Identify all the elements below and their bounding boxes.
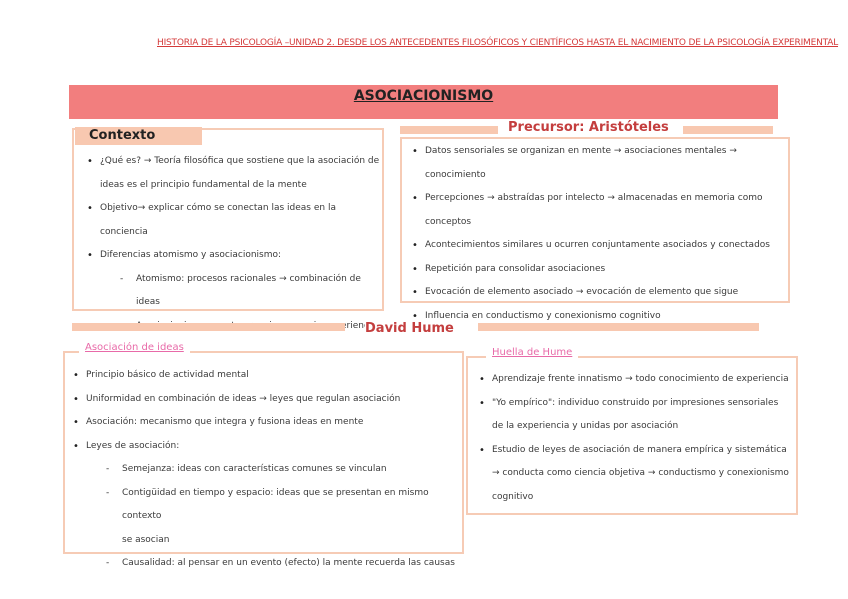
list-item: • Repetición para consolidar asociaciones <box>425 258 791 282</box>
title-bar <box>69 85 778 119</box>
list-item: • "Yo empírico": individuo construido por impresiones sensoriales <box>492 392 798 416</box>
asociacion-box <box>63 351 464 568</box>
list-item: • Asociación: mecanismo que integra y fusiona ideas en mente <box>86 411 464 435</box>
precursor-list <box>425 140 791 328</box>
huella-box <box>466 356 798 515</box>
sub-list-item: - experiencias <box>136 315 384 339</box>
list-item: • Datos sensoriales se organizan en mente → asociaciones mentales → conocimiento <box>425 140 791 187</box>
document-header: HISTORIA DE LA PSICOLOGÍA –UNIDAD 2. DESDE LOS ANTECEDENTES FILOSÓFICOS Y CIENTÍFICOS HASTA EL NACIMIENTO DE LA PSICOLOGÍA EXPERIMENTAL <box>157 38 839 48</box>
list-item: • Principio básico de actividad mental <box>86 364 464 388</box>
precursor-label: Precursor: Aristóteles <box>498 120 679 135</box>
contexto-box <box>72 128 384 331</box>
asociacion-label: Asociación de ideas <box>79 342 190 353</box>
sub-list-item: - Causalidad: al pensar en un evento (efecto) la mente recuerda las causas <box>122 552 464 576</box>
hume-divider-right <box>478 323 759 331</box>
hume-divider-left <box>72 323 345 331</box>
list-item: • Diferencias atomismo y asociacionismo: <box>100 244 384 268</box>
list-item: • Uniformidad en combinación de ideas → leyes que regulan asociación <box>86 388 464 412</box>
contexto-list <box>100 150 384 338</box>
list-item: • Aprendizaje frente innatismo → todo conocimiento de experiencia <box>492 368 798 392</box>
list-item: • Percepciones → abstraídas por intelecto → almacenadas en memoria como <box>425 187 791 211</box>
list-item: • Leyes de asociación: <box>86 435 464 459</box>
contexto-label: Contexto <box>89 128 156 143</box>
precursor-divider-right <box>683 126 773 134</box>
huella-label: Huella de Hume <box>486 347 578 358</box>
list-item: de la experiencia y unidas por asociación <box>492 421 679 431</box>
list-item: → conducta como ciencia objetiva → conductismo y conexionismo <box>492 468 789 478</box>
huella-list <box>492 368 798 509</box>
sub-list-item: - Atomismo: procesos racionales → combinación de ideas <box>136 268 384 315</box>
list-item: conceptos <box>425 216 472 227</box>
precursor-divider-left <box>400 126 500 134</box>
list-item: • Estudio de leyes de asociación de manera empírica y sistemática <box>492 439 798 463</box>
sub-list-item: - Contigüidad en tiempo y espacio: ideas que se presentan en mismo contexto <box>122 482 464 529</box>
precursor-box <box>400 137 790 321</box>
page-title: ASOCIACIONISMO <box>353 88 494 104</box>
list-item: • ¿Qué es? → Teoría filosófica que sostiene que la asociación de <box>100 150 384 174</box>
list-item: • Influencia en conductismo y conexionismo cognitivo <box>425 305 791 329</box>
hume-label: David Hume <box>365 321 454 336</box>
asociacion-list <box>86 364 464 576</box>
list-item: • Acontecimientos similares u ocurren conjuntamente asociados y conectados <box>425 234 791 258</box>
list-item: • Objetivo→ explicar cómo se conectan las ideas en la conciencia <box>100 197 384 244</box>
list-item: cognitivo <box>492 491 534 502</box>
list-item: ideas es el principio fundamental de la mente <box>100 179 307 190</box>
sub-list-item: - Semejanza: ideas con características comunes se vinculan <box>122 458 464 482</box>
list-item: se asocian <box>122 534 170 545</box>
list-item: • Evocación de elemento asociado → evocación de elemento que sigue <box>425 281 791 305</box>
